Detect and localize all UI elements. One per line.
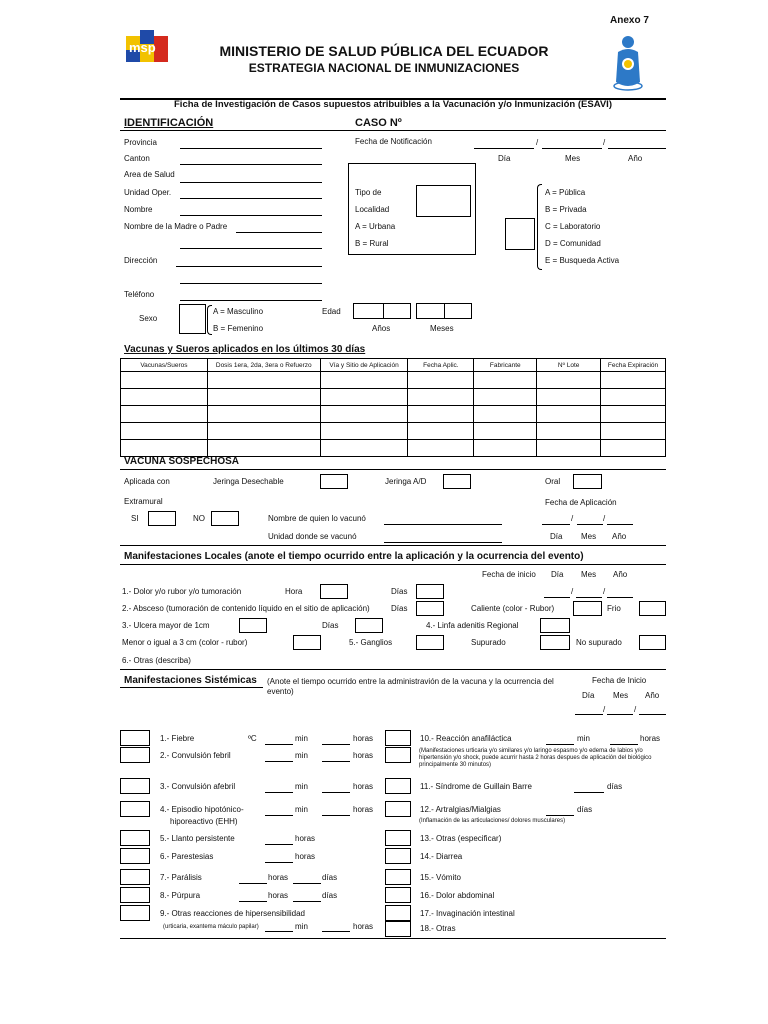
unidad-vacuno-field[interactable] (384, 542, 502, 543)
frio-box[interactable] (639, 601, 666, 616)
local-item-5: 5.- Ganglios (349, 638, 393, 647)
madre-padre-label: Nombre de la Madre o Padre (124, 222, 228, 231)
edad-anios-box-2[interactable] (383, 303, 411, 319)
otras-18-box[interactable] (385, 921, 411, 937)
jeringa-ad-box[interactable] (443, 474, 471, 489)
parestesias-horas-field[interactable] (265, 862, 293, 863)
anafilactica-box-2[interactable] (385, 747, 411, 763)
fiebre-min-label: min (295, 734, 308, 743)
sis-item-11: 11.- Síndrome de Guillain Barre (420, 782, 532, 791)
femenino-option: B = Femenino (213, 324, 264, 333)
tipo-unidad-box[interactable] (505, 218, 535, 250)
madre-padre-field[interactable] (236, 232, 322, 233)
conv-afebril-box[interactable] (120, 778, 150, 794)
msp-logo-text: msp (129, 40, 156, 55)
area-salud-field[interactable] (180, 182, 322, 183)
notif-dia-field[interactable] (474, 148, 534, 149)
sis-item-13: 13.- Otras (especificar) (420, 834, 502, 843)
bottom-rule (120, 938, 666, 939)
telefono-label: Teléfono (124, 290, 155, 299)
conv-afebril-min-field[interactable] (265, 792, 293, 793)
local-slash-2: / (603, 587, 606, 596)
sis-item-2: 2.- Convulsión febril (160, 751, 231, 760)
sis-anio-field[interactable] (639, 714, 666, 715)
hipersens-box[interactable] (120, 905, 150, 921)
unidad-oper-label: Unidad Oper. (124, 188, 172, 197)
sexo-box[interactable] (179, 304, 206, 334)
guillain-dias-field[interactable] (574, 792, 604, 793)
table-row[interactable] (121, 406, 666, 423)
jeringa-ad-label: Jeringa A/D (385, 477, 427, 486)
sis-item-10: 10.- Reacción anafiláctica (420, 734, 512, 743)
sis-item-14: 14.- Diarrea (420, 852, 463, 861)
sis-slash-2: / (634, 705, 637, 714)
vacunas-table (120, 358, 666, 457)
parestesias-horas-label: horas (295, 852, 316, 861)
edad-meses-box-1[interactable] (416, 303, 445, 319)
sexo-brace (207, 305, 212, 335)
guillain-box[interactable] (385, 778, 411, 794)
item3-box[interactable] (239, 618, 267, 633)
col-vacunas: Vacunas/Sueros (121, 359, 208, 372)
supurado-box[interactable] (540, 635, 570, 650)
provincia-label: Provincia (124, 138, 157, 147)
artralgias-dias-field[interactable] (546, 815, 574, 816)
conv-febril-min-label: min (295, 751, 308, 760)
aplic-dia-label: Día (550, 532, 563, 541)
sis-item-5: 5.- Llanto persistente (160, 834, 235, 843)
local-item-1: 1.- Dolor y/o rubor y/o tumoración (122, 587, 242, 596)
fiebre-grados-label: ºC (248, 734, 257, 743)
conv-febril-horas-field[interactable] (322, 761, 350, 762)
tipo-localidad-box[interactable] (416, 185, 471, 217)
hipersens-min-field[interactable] (265, 931, 293, 932)
sis-mes-label: Mes (613, 691, 629, 700)
paralisis-box[interactable] (120, 869, 150, 885)
identificacion-title: IDENTIFICACIÓN (124, 117, 214, 129)
sis-item-17: 17.- Invaginación intestinal (420, 909, 515, 918)
notif-mes-field[interactable] (542, 148, 602, 149)
sis-item-9-note: (urticaria, exantema máculo papilar) (163, 924, 259, 930)
local-dia-label: Día (551, 570, 564, 579)
sis-item-4: 4.- Episodio hipotónico- (160, 805, 244, 814)
nombre-label: Nombre (124, 205, 153, 214)
sospechosa-title: VACUNA SOSPECHOSA (124, 456, 240, 467)
no-box[interactable] (211, 511, 239, 526)
notif-slash-1: / (536, 138, 539, 147)
sis-item-16: 16.- Dolor abdominal (420, 891, 495, 900)
artralgias-box[interactable] (385, 801, 411, 817)
tipo-comunidad: D = Comunidad (545, 239, 601, 248)
aplicada-con-label: Aplicada con (124, 477, 170, 486)
paralisis-horas-field[interactable] (239, 883, 267, 884)
dolor-abdominal-box[interactable] (385, 887, 411, 903)
item1-dias-box[interactable] (416, 584, 444, 599)
caso-label: CASO Nº (355, 117, 402, 129)
locales-rule (120, 564, 666, 565)
caliente-box[interactable] (573, 601, 602, 616)
menor-box[interactable] (293, 635, 321, 650)
local-anio-field[interactable] (607, 597, 633, 598)
conv-febril-box[interactable] (120, 747, 150, 763)
aplic-slash-2: / (603, 514, 606, 523)
col-expiracion: Fecha Expiración (601, 359, 666, 372)
table-row[interactable] (121, 372, 666, 389)
ministry-title: MINISTERIO DE SALUD PÚBLICA DEL ECUADOR (219, 43, 549, 59)
no-label: NO (193, 514, 205, 523)
direccion-label: Dirección (124, 256, 158, 265)
purpura-dias-label: días (322, 891, 338, 900)
localidad-label: Localidad (355, 205, 390, 214)
extramural-label: Extramural (124, 497, 163, 506)
unidad-vacuno-label: Unidad donde se vacunó (268, 532, 357, 541)
frio-label: Frio (607, 604, 621, 613)
sis-item-12: 12.- Artralgias/Mialgias (420, 805, 501, 814)
annex-label: Anexo 7 (610, 15, 649, 26)
edad-anios-label: Años (372, 324, 391, 333)
llanto-horas-label: horas (295, 834, 316, 843)
purpura-horas-field[interactable] (239, 901, 267, 902)
aplic-slash-1: / (571, 514, 574, 523)
conv-afebril-horas-label: horas (353, 782, 374, 791)
item4-box[interactable] (540, 618, 570, 633)
canton-label: Canton (124, 154, 150, 163)
madre-padre-field-2[interactable] (180, 248, 322, 249)
sis-dia-label: Día (582, 691, 595, 700)
sis-item-10-note: (Manifestaciones urticaria y/o similares y/o laringo espasmo y/o edema de labios y/o hipertensión y/o shock, puede acurrir hasta 2 horas despues de aplicación del biológico principalmente 30 minutos) (419, 748, 652, 768)
local-slash-1: / (571, 587, 574, 596)
unidad-oper-field[interactable] (180, 198, 322, 199)
item2-dias-box[interactable] (416, 601, 444, 616)
sis-item-18: 18.- Otras (420, 924, 456, 933)
ehh-horas-field[interactable] (322, 815, 350, 816)
sistemicas-title-rule (120, 687, 263, 688)
llanto-box[interactable] (120, 830, 150, 846)
vomito-box[interactable] (385, 869, 411, 885)
fiebre-min-field[interactable] (265, 744, 293, 745)
llanto-horas-field[interactable] (265, 844, 293, 845)
sis-item-12-note: (Inflamación de las articulaciones/ dolores musculares) (419, 818, 566, 824)
col-fabricante: Fabricante (474, 359, 537, 372)
anafilactica-box[interactable] (385, 730, 411, 746)
sis-item-1: 1.- Fiebre (160, 734, 195, 743)
tipo-laboratorio: C = Laboratorio (545, 222, 601, 231)
menor-label: Menor o igual a 3 cm (color - rubor) (122, 638, 248, 647)
otras-13-box[interactable] (385, 830, 411, 846)
local-dia-field[interactable] (544, 597, 570, 598)
masculino-option: A = Masculino (213, 307, 264, 316)
supurado-label: Supurado (471, 638, 506, 647)
ehh-min-field[interactable] (265, 815, 293, 816)
rural-option: B = Rural (355, 239, 389, 248)
direccion-field-2[interactable] (180, 283, 322, 284)
si-box[interactable] (148, 511, 176, 526)
sis-mes-field[interactable] (607, 714, 633, 715)
local-mes-label: Mes (581, 570, 597, 579)
hipersens-min-label: min (295, 922, 308, 931)
paralisis-dias-label: días (322, 873, 338, 882)
area-salud-label: Area de Salud (124, 170, 175, 179)
jeringa-desechable-label: Jeringa Desechable (213, 477, 284, 486)
sexo-label: Sexo (139, 314, 158, 323)
local-anio-label: Año (613, 570, 628, 579)
ehh-horas-label: horas (353, 805, 374, 814)
notif-slash-2: / (603, 138, 606, 147)
fiebre-box[interactable] (120, 730, 150, 746)
tipo-publica: A = Pública (545, 188, 586, 197)
form-title: Ficha de Investigación de Casos supuestos atribuibles a la Vacunación y/o Inmunización (ESAVI) (174, 99, 612, 110)
item1-hora-box[interactable] (320, 584, 348, 599)
notif-dia-label: Día (498, 154, 511, 163)
tipo-de-label: Tipo de (355, 188, 382, 197)
ehh-min-label: min (295, 805, 308, 814)
paralisis-dias-field[interactable] (293, 883, 321, 884)
diarrea-box[interactable] (385, 848, 411, 864)
purpura-horas-label: horas (268, 891, 289, 900)
item2-dias-label: Días (391, 604, 408, 613)
sis-item-9: 9.- Otras reacciones de hipersensibilidad (160, 909, 305, 918)
local-mes-field[interactable] (576, 597, 602, 598)
item1-hora-label: Hora (285, 587, 303, 596)
notif-mes-label: Mes (565, 154, 581, 163)
id-rule (120, 130, 666, 131)
parestesias-box[interactable] (120, 848, 150, 864)
notif-anio-label: Año (628, 154, 643, 163)
sistemicas-note: (Anote el tiempo ocurrido entre la administravión de la vacuna y la ocurrencia del evento) (267, 677, 554, 696)
anafilactica-min-label: min (577, 734, 590, 743)
sis-item-8: 8.- Púrpura (160, 891, 201, 900)
paralisis-horas-label: horas (268, 873, 289, 882)
nombre-vacuno-label: Nombre de quien lo vacunó (268, 514, 366, 523)
hipersens-horas-label: horas (353, 922, 374, 931)
sistemicas-top-rule (120, 669, 666, 670)
anafilactica-horas-field[interactable] (610, 744, 638, 745)
vacunas-header-row (121, 359, 666, 372)
item1-dias-label: Días (391, 587, 408, 596)
nombre-vacuno-field[interactable] (384, 524, 502, 525)
conv-febril-horas-label: horas (353, 751, 374, 760)
local-item-2: 2.- Absceso (tumoración de contenido líquido en el sitio de aplicación) (122, 604, 370, 613)
telefono-field[interactable] (180, 300, 322, 301)
aplic-anio-label: Año (612, 532, 627, 541)
fiebre-horas-label: horas (353, 734, 374, 743)
aplic-anio-field[interactable] (607, 524, 633, 525)
sis-dia-field[interactable] (575, 714, 603, 715)
artralgias-dias-label: días (577, 805, 593, 814)
no-supurado-box[interactable] (639, 635, 666, 650)
aplic-mes-label: Mes (581, 532, 597, 541)
sis-item-7: 7.- Parálisis (160, 873, 202, 882)
purpura-box[interactable] (120, 887, 150, 903)
caliente-label: Caliente (color - Rubor) (471, 604, 555, 613)
local-fecha-inicio-label: Fecha de inicio (482, 570, 536, 579)
tipo-busqueda: E = Busqueda Activa (545, 256, 620, 265)
sis-fecha-inicio-label: Fecha de Inicio (592, 676, 647, 685)
fecha-notificacion-label: Fecha de Notificación (355, 137, 432, 146)
table-row[interactable] (121, 389, 666, 406)
hipersens-horas-field[interactable] (322, 931, 350, 932)
tipo-privada: B = Privada (545, 205, 587, 214)
anafilactica-horas-label: horas (640, 734, 661, 743)
table-row[interactable] (121, 423, 666, 440)
nombre-field[interactable] (180, 215, 322, 216)
edad-meses-box-2[interactable] (444, 303, 472, 319)
tipo-brace (537, 184, 542, 270)
local-item-3: 3.- Ulcera mayor de 1cm (122, 621, 210, 630)
anafilactica-min-field[interactable] (546, 744, 574, 745)
col-dosis: Dosis 1era, 2da, 3era o Refuerzo (207, 359, 320, 372)
direccion-field[interactable] (176, 266, 322, 267)
no-supurado-label: No supurado (576, 638, 622, 647)
notif-anio-field[interactable] (608, 148, 666, 149)
invaginacion-box[interactable] (385, 905, 411, 921)
fiebre-horas-field[interactable] (322, 744, 350, 745)
col-lote: Nº Lote (537, 359, 601, 372)
oral-box[interactable] (573, 474, 602, 489)
table-row[interactable] (121, 440, 666, 457)
edad-anios-box-1[interactable] (353, 303, 384, 319)
conv-afebril-horas-field[interactable] (322, 792, 350, 793)
sis-anio-label: Año (645, 691, 660, 700)
purpura-dias-field[interactable] (293, 901, 321, 902)
sis-slash-1: / (603, 705, 606, 714)
edad-meses-label: Meses (430, 324, 454, 333)
item3-dias-box[interactable] (355, 618, 383, 633)
sistemicas-title: Manifestaciones Sistémicas (124, 675, 257, 686)
local-item-6: 6.- Otras (describa) (122, 656, 191, 665)
guillain-dias-label: días (607, 782, 623, 791)
conv-febril-min-field[interactable] (265, 761, 293, 762)
canton-field[interactable] (180, 164, 322, 165)
locales-top-rule (120, 545, 666, 546)
aplic-dia-field[interactable] (542, 524, 570, 525)
col-via: Vía y Sitio de Aplicación (320, 359, 408, 372)
urbana-option: A = Urbana (355, 222, 396, 231)
aplic-mes-field[interactable] (577, 524, 603, 525)
col-fecha-aplic: Fecha Aplic. (408, 359, 474, 372)
sis-item-3: 3.- Convulsión afebril (160, 782, 236, 791)
edad-label: Edad (322, 307, 341, 316)
strategy-title: ESTRATEGIA NACIONAL DE INMUNIZACIONES (248, 61, 520, 75)
sis-item-4b: hiporeactivo (EHH) (170, 817, 238, 826)
ehh-box[interactable] (120, 801, 150, 817)
oral-label: Oral (545, 477, 561, 486)
sis-item-6: 6.- Parestesias (160, 852, 214, 861)
vacunas-title: Vacunas y Sueros aplicados en los últimos 30 días (124, 344, 366, 355)
provincia-field[interactable] (180, 148, 322, 149)
ganglios-box[interactable] (416, 635, 444, 650)
si-label: SI (131, 514, 139, 523)
local-item-4: 4.- Linfa adenitis Regional (426, 621, 519, 630)
conv-afebril-min-label: min (295, 782, 308, 791)
sis-item-15: 15.- Vómito (420, 873, 461, 882)
fecha-aplicacion-label: Fecha de Aplicación (545, 498, 617, 507)
item3-dias-label: Días (322, 621, 339, 630)
sospechosa-rule (120, 469, 666, 470)
jeringa-desechable-box[interactable] (320, 474, 348, 489)
locales-title: Manifestaciones Locales (anote el tiempo ocurrido entre la aplicación y la ocurrencia del evento) (124, 551, 584, 562)
